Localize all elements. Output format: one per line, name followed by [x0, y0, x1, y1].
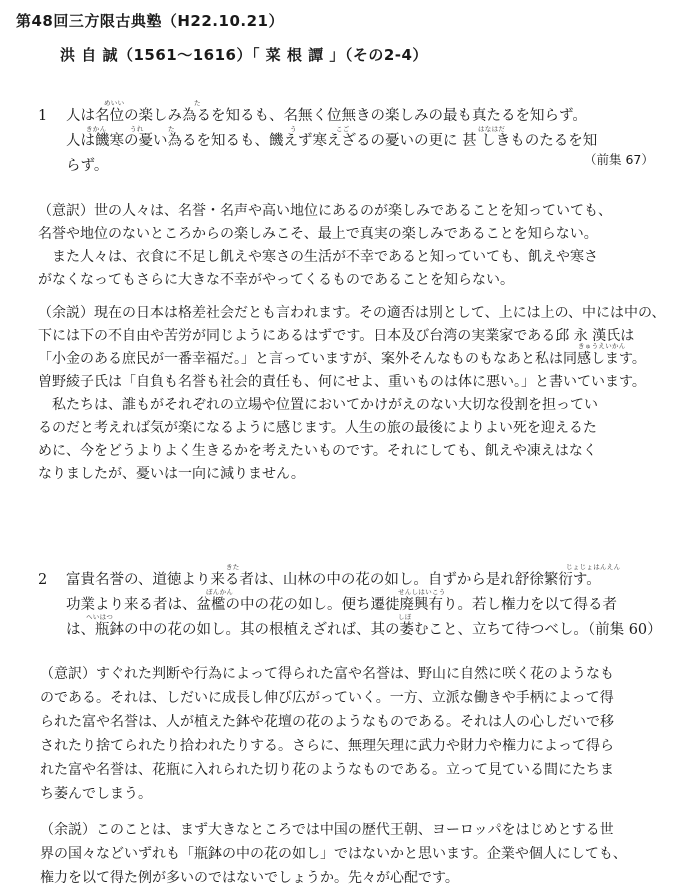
ruby: た: [168, 125, 175, 133]
text-line: がなくなってもさらに大きな不幸がやってくるものであることを知らない。: [38, 272, 514, 288]
item2-translation: [40, 662, 614, 806]
text-line: めに、今をどうよりよく生きるかを考えたいものです。それにしても、飢えや凍えはなく: [38, 443, 597, 459]
text-line: （余説）現在の日本は格差社会だとも言われます。その適否は別として、上には上の、中には中の、: [38, 305, 666, 321]
ruby: きゅうえいかん: [578, 342, 626, 350]
text-line: 功業より来る者は、盆檻の中の花の如し。便ち遷徙廃興有り。若し権力を以て得る者: [66, 597, 617, 613]
text-line: るのだと考えれば気が楽になるように感じます。人生の旅の最後によりよい死を迎えるた: [38, 420, 597, 436]
ruby: しぼ: [398, 613, 412, 621]
text-line: なりましたが、憂いは一向に減りません。: [38, 466, 305, 482]
ruby: う: [290, 125, 297, 133]
text-line: のである。それは、しだいに成長し伸び広がっていく。一方、立派な働きや手柄によって得: [40, 690, 614, 706]
text-line: 人は名位の楽しみ為るを知るも、名無く位無きの楽しみの最も真たるを知らず。: [66, 108, 587, 124]
text-line: （意訳）すぐれた判断や行為によって得られた富や名誉は、野山に自然に咲く花のようなも: [40, 666, 614, 682]
text-line: ち萎んでしまう。: [40, 786, 152, 802]
text-line: られた富や名誉は、人が植えた鉢や花壇の花のようなものである。それは人の心しだいで移: [40, 714, 614, 730]
text-line: 名誉や地位のないところからの楽しみこそ、最上で真実の楽しみであることを知らない。: [38, 226, 598, 242]
ruby: はなはだ: [478, 125, 506, 133]
text-line: 下には下の不自由や苦労が同じようにあるはずです。日本及び台湾の実業家である邱 永 漢氏は: [38, 328, 635, 344]
ruby: めいい: [104, 99, 125, 107]
item1-text: [38, 104, 597, 179]
text-line: されたり捨てられたり拾われたりする。さらに、無理矢理に武力や財力や権力によって得ら: [40, 738, 614, 754]
ruby: へいはつ: [86, 613, 114, 621]
ruby: じょじょはんえん: [566, 563, 621, 571]
ruby: きた: [226, 563, 240, 571]
author-and-work-title: 洪 自 誠（1561〜1616）「 菜 根 譚 」（その2-4）: [60, 46, 428, 64]
text-line: 曽野綾子氏は「自負も名誉も社会的責任も、何にせよ、重いものは体に悪い。」と書いています。: [38, 374, 646, 390]
item2-commentary: [40, 818, 627, 890]
ruby: た: [194, 99, 201, 107]
ruby: うれ: [130, 125, 144, 133]
text-line: 界の国々などいずれも「瓶鉢の中の花の如し」ではないかと思います。企業や個人にしても、: [40, 846, 627, 862]
source-reference: （前集 67）: [584, 152, 654, 167]
text-line: は、瓶鉢の中の花の如し。其の根植えざれば、其の萎むこと、立ちて待つべし。（前集 60）: [66, 622, 662, 638]
text-line: 「小金のある庶民が一番幸福だ。」と言っていますが、案外そんなものもなあと私は同感します。: [38, 351, 646, 367]
text-line: 人は饑寒の憂い為るを知るも、饑えず寒えざるの憂いの更に 甚 しきものたるを知: [66, 133, 598, 149]
ruby: こご: [336, 125, 350, 133]
item-number: 1: [38, 108, 48, 124]
text-line: また人々は、衣食に不足し飢えや寒さの生活が不幸であると知っていても、飢えや寒さ: [38, 249, 598, 265]
ruby: せんしはいこう: [398, 588, 446, 596]
text-line: らず。: [66, 158, 109, 174]
item-number: 2: [38, 572, 48, 588]
text-line: 私たちは、誰もがそれぞれの立場や位置においてかけがえのない大切な役割を担ってい: [38, 397, 598, 413]
text-line: （余説）このことは、まず大きなところでは中国の歴代王朝、ヨーロッパをはじめとする世: [40, 822, 614, 838]
text-line: 富貴名誉の、道徳より来る者は、山林の中の花の如し。自ずから是れ舒徐繁衍す。: [66, 572, 601, 588]
item1-commentary: [38, 302, 665, 486]
ruby: ぼんかん: [206, 588, 234, 596]
session-title: 第48回三方限古典塾（H22.10.21）: [16, 12, 284, 30]
text-line: 権力を以て得た例が多いのではないでしょうか。先々が心配です。: [40, 870, 459, 886]
item1-translation: [38, 200, 612, 292]
text-line: （意訳）世の人々は、名誉・名声や高い地位にあるのが楽しみであることを知っていても、: [38, 203, 612, 219]
text-line: れた富や名誉は、花瓶に入れられた切り花のようなものである。立って見ている間にたちま: [40, 762, 614, 778]
item2-text: [38, 568, 662, 643]
ruby: きかん: [86, 125, 107, 133]
